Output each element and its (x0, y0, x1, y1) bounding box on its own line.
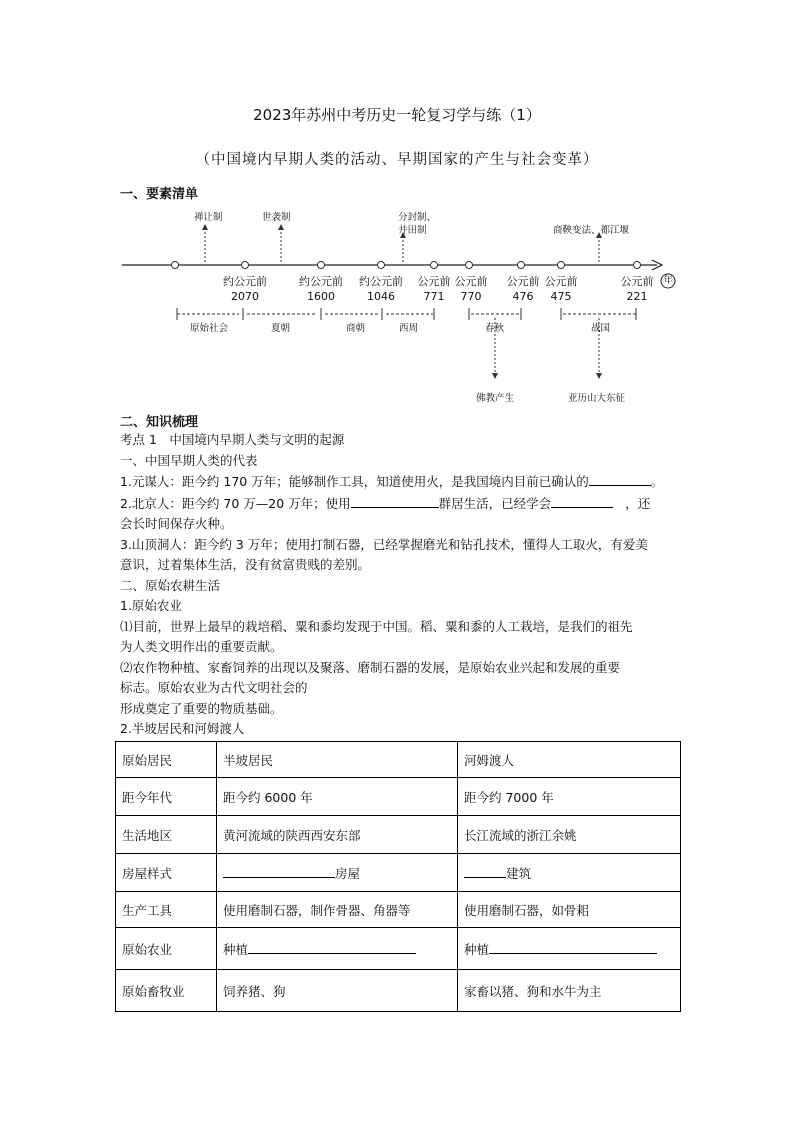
table-cell: 使用磨制石器，如骨耜 (458, 892, 681, 928)
table-cell: 距今约 6000 年 (217, 778, 458, 816)
timeline-date: 约公元前 2070 (223, 275, 267, 303)
table-cell: 原始居民 (116, 742, 217, 778)
table-cell: 饲养猪、狗 (217, 970, 458, 1012)
table-cell: 黄河流域的陕西西安东部 (217, 816, 458, 854)
timeline-date: 约公元前 1046 (359, 275, 403, 303)
para-beijing-cont: 会长时间保存火种。 (120, 516, 233, 531)
label-shixi: 世袭制 (262, 212, 291, 223)
label-shanrang: 禅让制 (194, 212, 223, 223)
table-cell: 河姆渡人 (458, 742, 681, 778)
blank-yuanmou[interactable] (589, 471, 651, 486)
blank-beijing-tool[interactable] (351, 493, 439, 508)
para-q1: ⑴目前，世界上最早的栽培稻、粟和黍均发现于中国。稻、粟和黍的人工栽培，是我们的祖先 (120, 618, 633, 634)
subheading-agriculture: 二、原始农耕生活 (120, 577, 221, 593)
table-row (116, 742, 681, 778)
table-row (116, 928, 681, 970)
period-primitive: 原始社会 (190, 323, 229, 334)
subheading-banpo-hemudu: 2.半坡居民和河姆渡人 (120, 721, 245, 736)
table-row (116, 970, 681, 1012)
period-chunqiu: 春秋 (485, 323, 505, 334)
table-cell: 原始农业 (116, 928, 217, 970)
label-jingtian: 井田制 (398, 225, 427, 236)
blank-beijing-fire[interactable] (551, 493, 613, 508)
timeline-node (518, 262, 525, 269)
timeline-diagram (0, 0, 794, 420)
year-mark: 年 (663, 275, 673, 286)
para-shandingdong: 3.山顶洞人：距今约 3 万年；使用打制石器，已经掌握磨光和钻孔技术，懂得人工取火，有爱美 (120, 536, 648, 552)
para-q1-cont: 为人类文明作出的重要贡献。 (120, 639, 283, 654)
table-cell: 使用磨制石器，制作骨器、角器等 (217, 892, 458, 928)
timeline-date: 公元前 770 (454, 275, 488, 303)
kaodian-title: 考点 1 中国境内早期人类与文明的起源 (120, 432, 345, 447)
table-cell: 房屋样式 (116, 854, 217, 892)
table-row (116, 816, 681, 854)
table-cell: 距今年代 (116, 778, 217, 816)
comparison-table (115, 741, 681, 1012)
timeline-date: 公元前 476 (506, 275, 540, 303)
table-cell: 半坡居民 (217, 742, 458, 778)
period-xia: 夏朝 (271, 323, 291, 334)
blank-hemudu-crop[interactable] (489, 939, 657, 954)
section-heading-elements: 一、要素清单 (120, 187, 199, 202)
timeline-date: 公元前 221 (620, 275, 654, 303)
timeline-node (558, 262, 565, 269)
timeline-node (378, 262, 385, 269)
timeline-node (634, 262, 641, 269)
table-row (116, 854, 681, 892)
timeline-date: 约公元前 1600 (299, 275, 343, 303)
timeline-node (242, 262, 249, 269)
section-heading-knowledge: 二、知识梳理 (120, 415, 199, 430)
document-subtitle: （中国境内早期人类的活动、早期国家的产生与社会变革） (195, 152, 599, 168)
label-fenfeng: 分封制、 (398, 212, 437, 223)
label-alexander: 亚历山大东征 (568, 393, 626, 404)
table-cell: 生产工具 (116, 892, 217, 928)
timeline-node (318, 262, 325, 269)
timeline-node (466, 262, 473, 269)
subheading-primitive-agri: 1.原始农业 (120, 598, 182, 613)
period-shang: 商朝 (346, 323, 366, 334)
para-q2: ⑵农作物种植、家畜饲养的出现以及聚落、磨制石器的发展，是原始农业兴起和发展的重要 (120, 659, 621, 675)
table-row (116, 778, 681, 816)
document-title: 2023年苏州中考历史一轮复习学与练（1） (253, 106, 541, 124)
knowledge-body (120, 430, 690, 740)
table-cell: 房屋 (217, 854, 458, 892)
table-cell: 建筑 (458, 854, 681, 892)
para-beijing: 2.北京人：距今约 70 万—20 万年；使用 群居生活，已经学会 ，还 (120, 493, 690, 515)
label-shangyang: 商鞅变法、都江堰 (553, 225, 630, 236)
timeline-node (431, 262, 438, 269)
table-cell: 种植 (458, 928, 681, 970)
label-buddhism: 佛教产生 (476, 393, 515, 404)
period-xizhou: 西周 (399, 323, 419, 334)
table-cell: 种植 (217, 928, 458, 970)
para-q2-cont2: 形成奠定了重要的物质基础。 (120, 700, 283, 716)
table-cell: 长江流域的浙江余姚 (458, 816, 681, 854)
timeline-date: 公元前 475 (544, 275, 578, 303)
para-yuanmou: 1.元谋人：距今约 170 万年；能够制作工具，知道使用火，是我国境内目前已确认的 。 (120, 471, 690, 493)
para-shandingdong-cont: 意识，过着集体生活，没有贫富贵贱的差别。 (120, 557, 371, 572)
blank-banpo-house[interactable] (223, 863, 335, 878)
blank-hemudu-house[interactable] (464, 863, 506, 878)
table-cell: 生活地区 (116, 816, 217, 854)
table-row (116, 892, 681, 928)
para-q2-cont: 标志。原始农业为古代文明社会的 (120, 680, 308, 695)
table-cell: 距今约 7000 年 (458, 778, 681, 816)
subheading-early-humans: 一、中国早期人类的代表 (120, 452, 258, 468)
table-cell: 原始畜牧业 (116, 970, 217, 1012)
table-cell: 家畜以猪、狗和水牛为主 (458, 970, 681, 1012)
blank-banpo-crop[interactable] (248, 939, 416, 954)
period-zhanguo: 战国 (591, 323, 611, 334)
timeline-date: 公元前 771 (417, 275, 451, 303)
timeline-node (172, 262, 179, 269)
